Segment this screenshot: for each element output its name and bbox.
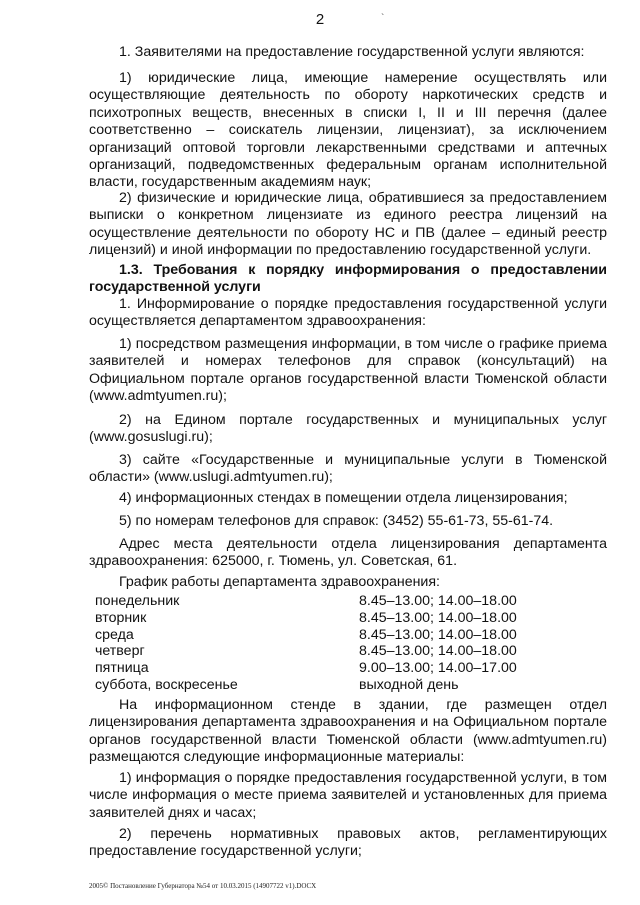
paragraph-address: Адрес места деятельности отдела лицензирования департамента здравоохранения: 625000, г. Тюмень, ул. Советская, 61. bbox=[89, 536, 607, 570]
schedule-day: вторник bbox=[95, 609, 147, 626]
schedule-hours: 8.45–13.00; 14.00–18.00 bbox=[359, 593, 517, 609]
work-schedule bbox=[95, 593, 607, 694]
schedule-hours: 8.45–13.00; 14.00–18.00 bbox=[359, 626, 517, 643]
paragraph-info-stands: 4) информационных стендах в помещении отдела лицензирования; bbox=[119, 490, 568, 506]
schedule-row bbox=[95, 643, 607, 660]
paragraph-gosuslugi: 2) на Едином портале государственных и муниципальных услуг (www.gosuslugi.ru); bbox=[89, 412, 607, 446]
schedule-day: понедельник bbox=[95, 593, 180, 609]
schedule-row bbox=[95, 660, 607, 677]
schedule-hours: 8.45–13.00; 14.00–18.00 bbox=[359, 643, 517, 660]
paragraph-applicants-individuals: 2) физические и юридические лица, обратившиеся за предоставлением выписки о конкретном лицензиате из единого реестра лицензий на осуществление деятельности по обороту НС и ПВ (далее – единый реестр лицензий) и иной информации по предоставлению государственной услуги. bbox=[89, 190, 607, 259]
paragraph-schedule-title: График работы департамента здравоохранения: bbox=[119, 574, 440, 590]
schedule-day: пятница bbox=[95, 660, 149, 677]
document-footer: 2005© Постановление Губернатора №54 от 10.03.2015 (14907722 v1).DOCX bbox=[89, 882, 317, 890]
paragraph-procedure-info: 1) информация о порядке предоставления государственной услуги, в том числе информация о месте приема заявителей и установленных для приема заявителей днях и часах; bbox=[89, 770, 607, 821]
paragraph-informing-intro: 1. Информирование о порядке предоставления государственной услуги осуществляется департаментом здравоохранения: bbox=[89, 296, 607, 330]
paragraph-phones: 5) по номерам телефонов для справок: (3452) 55-61-73, 55-61-74. bbox=[119, 513, 554, 529]
schedule-hours: 8.45–13.00; 14.00–18.00 bbox=[359, 609, 517, 626]
paragraph-applicants-legal-entities: 1) юридические лица, имеющие намерение осуществлять или осуществляющие деятельность по обороту наркотических средств и психотропных веществ, внесенных в списки I, II и III перечня (далее соответственно – соискатель лицензии, лицензиат), за исключением организаций оптовой торговли лекарственными средствами и аптечных организаций, подведомственных федеральным органам исполнительной власти, государственным академиям наук; bbox=[89, 70, 607, 191]
paragraph-regulations-list: 2) перечень нормативных правовых актов, регламентирующих предоставление государственной услуги; bbox=[89, 826, 607, 860]
schedule-day: четверг bbox=[95, 643, 145, 660]
paragraph-uslugi-site: 3) сайте «Государственные и муниципальные услуги в Тюменской области» (www.uslugi.admtyumen.ru); bbox=[89, 452, 607, 486]
section-heading: 1.3. Требования к порядку информирования о предоставлении государственной услуги bbox=[89, 262, 607, 296]
schedule-day: суббота, воскресенье bbox=[95, 676, 238, 693]
schedule-row bbox=[95, 677, 607, 694]
schedule-day: среда bbox=[95, 626, 134, 643]
paragraph-info-materials: На информационном стенде в здании, где размещен отдел лицензирования департамента здравоохранения и на Официальном портале органов государственной власти Тюменской области (www.admtyumen.ru) размещаются следующие информационные материалы: bbox=[89, 697, 607, 766]
schedule-row bbox=[95, 610, 607, 627]
schedule-row bbox=[95, 627, 607, 644]
schedule-hours: 9.00–13.00; 14.00–17.00 bbox=[359, 660, 517, 677]
paragraph-portal-info: 1) посредством размещения информации, в том числе о графике приема заявителей и номерах телефонов для справок (консультаций) на Официальном портале органов государственной власти Тюменской области (www.admtyumen.ru); bbox=[89, 336, 607, 405]
page-number: 2 bbox=[315, 11, 325, 28]
scan-mark: ` bbox=[381, 13, 385, 24]
schedule-hours: выходной день bbox=[359, 676, 459, 693]
schedule-row bbox=[95, 593, 607, 610]
paragraph-applicants-intro: 1. Заявителями на предоставление государственной услуги являются: bbox=[119, 44, 585, 60]
